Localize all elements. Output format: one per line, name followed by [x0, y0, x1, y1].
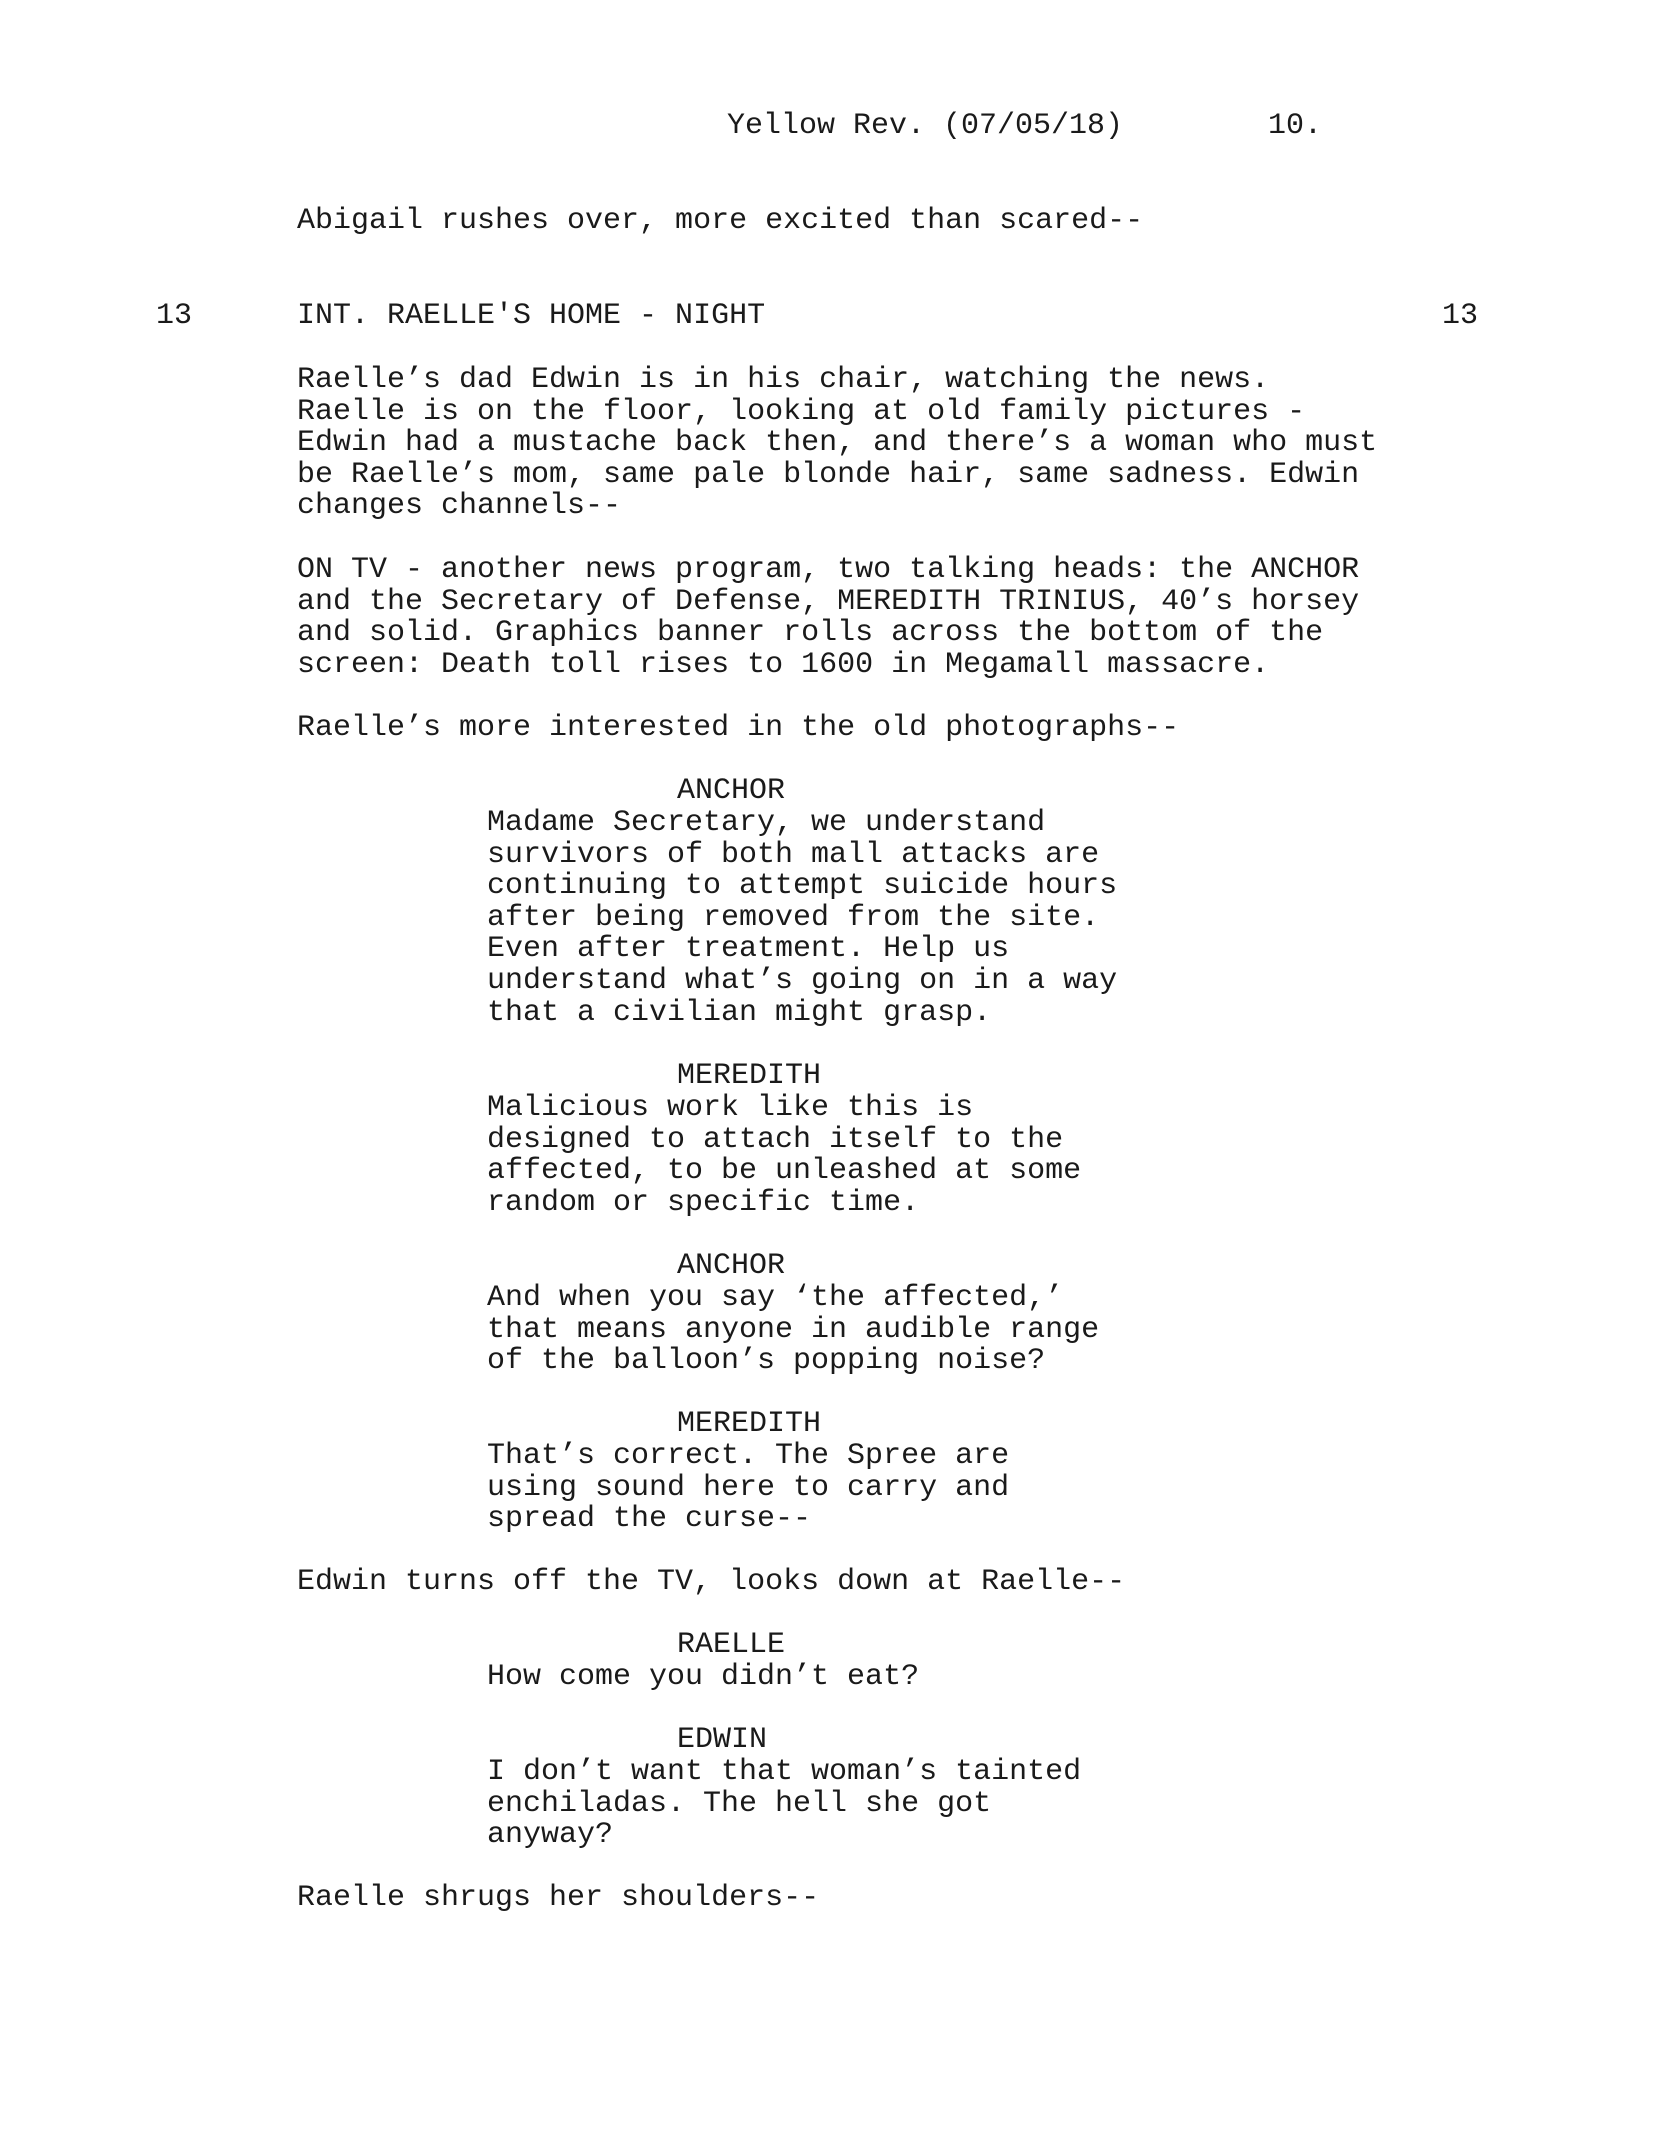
action-line: Edwin turns off the TV, looks down at Raelle--: [297, 1565, 1126, 1599]
dialogue-text: I don’t want that woman’s tainted enchiladas. The hell she got anyway?: [487, 1755, 1082, 1853]
character-cue: EDWIN: [677, 1723, 768, 1757]
scene-number-right: 13: [1442, 299, 1479, 333]
dialogue-text: That’s correct. The Spree are using sound here to carry and spread the curse--: [487, 1439, 1010, 1537]
character-cue: RAELLE: [677, 1628, 786, 1662]
dialogue-text: And when you say ‘the affected,’ that means anyone in audible range of the balloon’s popping noise?: [487, 1281, 1100, 1379]
dialogue-text: How come you didn’t eat?: [487, 1660, 920, 1694]
action-line: Raelle’s more interested in the old photographs--: [297, 711, 1180, 745]
character-cue: ANCHOR: [677, 1249, 786, 1283]
action-line: Abigail rushes over, more excited than scared--: [297, 204, 1144, 238]
dialogue-text: Madame Secretary, we understand survivors of both mall attacks are continuing to attempt suicide hours after being removed from the site. Even after treatment. Help us understand what’s going on in a way that a civilian might grasp.: [487, 806, 1118, 1030]
action-paragraph: ON TV - another news program, two talking heads: the ANCHOR and the Secretary of Defense, MEREDITH TRINIUS, 40’s horsey and solid. Graphics banner rolls across the bottom of the screen: Death toll rises to 1600 in Megamall massacre.: [297, 553, 1360, 682]
scene-number-left: 13: [156, 299, 193, 333]
action-line: Raelle shrugs her shoulders--: [297, 1881, 820, 1915]
character-cue: ANCHOR: [677, 774, 786, 808]
character-cue: MEREDITH: [677, 1059, 822, 1093]
scene-heading: INT. RAELLE'S HOME - NIGHT: [297, 299, 766, 333]
revision-header: Yellow Rev. (07/05/18): [727, 109, 1124, 143]
action-paragraph: Raelle’s dad Edwin is in his chair, watching the news. Raelle is on the floor, looking at old family pictures - Edwin had a mustache back then, and there’s a woman who must be Raelle’s mom, same pale blonde hair, same sadness. Edwin changes channels--: [297, 363, 1378, 524]
page-number: 10.: [1268, 109, 1323, 143]
dialogue-text: Malicious work like this is designed to attach itself to the affected, to be unleashed at some random or specific time.: [487, 1091, 1082, 1220]
character-cue: MEREDITH: [677, 1407, 822, 1441]
